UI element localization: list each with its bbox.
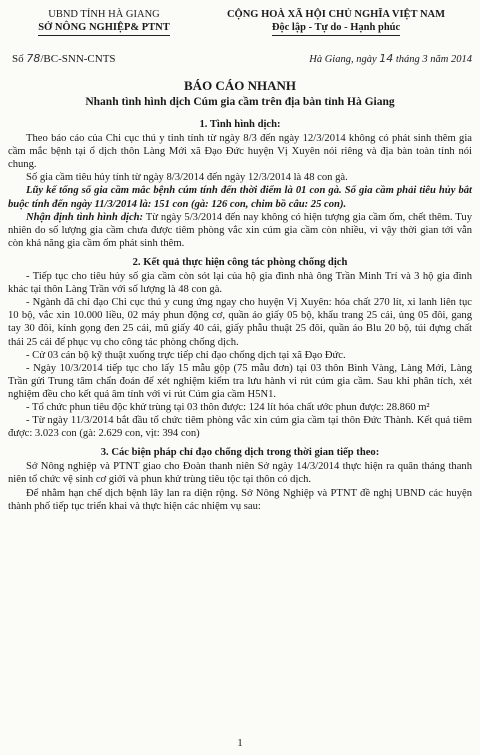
section-1-cumulative: Lũy kế tổng số gia cầm mắc bệnh cúm tính đến thời điểm là 01 con gà. Số gia cầm phải tiêu hủy bắt buộc tính đến ngày 11/3/2014 là: 151 con (gà: 126 con, chim bồ câu: 25 con). <box>8 185 472 210</box>
page-number: 1 <box>237 737 243 749</box>
section-3-paragraph: Sở Nông nghiệp và PTNT giao cho Đoàn thanh niên Sở ngày 14/3/2014 thực hiện ra quân tháng thanh niên tổ chức vệ sinh cơ giới và phun khử trùng tiêu tộc tại thôn có dịch. <box>8 461 472 486</box>
nation-name: CỘNG HOÀ XÃ HỘI CHỦ NGHĨA VIỆT NAM <box>226 9 446 20</box>
document-title: BÁO CÁO NHANH <box>184 78 296 93</box>
document-number: Số 78/BC-SNN-CNTS <box>12 52 116 65</box>
issue-date: Hà Giang, ngày 14 tháng 3 năm 2014 <box>309 52 472 65</box>
section-1-paragraph: Theo báo cáo của Chi cục thú y tỉnh tính từ ngày 8/3 đến ngày 12/3/2014 không có phát sinh thêm gia cầm mắc bệnh tại ổ dịch thôn Làng Mới xã Đạo Đức huyện Vị Xuyên nói riêng và địa bàn toàn tỉnh nói chung. <box>8 133 472 171</box>
national-motto <box>198 8 474 36</box>
section-2-item: - Ngành đã chỉ đạo Chi cục thú y cung ứng ngay cho huyện Vị Xuyên: hóa chất 270 lít, xi lanh liên tục 10 bộ, vắc xin 10.000 liều, 02 máy phun động cơ, quần áo giấy 05 bộ, khẩu trang 25 cái, ủng 05 đôi, gang tay 30 đôi, kính gọng đen 25 cái, mũ giấy 40 cái, giấy phẫu thuật 25 đôi, quần áo Blu 20 bộ, túi đựng chất thải 25 cái để phục vụ cho công tác phòng chống dịch. <box>8 297 472 348</box>
section-3-paragraph: Để nhằm hạn chế dịch bệnh lây lan ra diện rộng. Sở Nông Nghiệp và PTNT đề nghị UBND các huyện thành phố tiếp tục triển khai và thực hiện các nhiệm vụ sau: <box>8 487 472 512</box>
section-2-item: - Từ ngày 11/3/2014 bắt đầu tổ chức tiêm phòng vắc xin cúm gia cầm tại thôn Đức Thành. Kết quả tiêm được: 3.023 con (gà: 2.629 con, vịt: 394 con) <box>8 415 472 440</box>
document-subtitle: Nhanh tình hình dịch Cúm gia cầm trên địa bàn tỉnh Hà Giang <box>85 96 395 108</box>
report-body <box>8 116 472 513</box>
section-2-item: - Tiếp tục cho tiêu hủy số gia cầm còn sót lại của hộ gia đình nhà ông Trần Minh Trí và 3 hộ gia đình khác tại thôn Làng Trần với số lượng là 48 con gà. <box>8 271 472 296</box>
issuing-agency <box>14 8 194 36</box>
section-2-item: - Cử 03 cán bộ kỹ thuật xuống trực tiếp chỉ đạo chống dịch tại xã Đạo Đức. <box>26 349 346 361</box>
section-3-heading: 3. Các biện pháp chỉ đạo chống dịch trong thời gian tiếp theo: <box>100 447 380 459</box>
motto: Độc lập - Tự do - Hạnh phúc <box>272 21 400 36</box>
section-2-item: - Ngày 10/3/2014 tiếp tục cho lấy 15 mẫu gộp (75 mẫu đơn) tại 03 thôn Bình Vàng, Làng Mới, Làng Trần gửi Trung tâm chẩn đoán để xét nghiệm kiểm tra lưu hành vi rút cúm gia cầm. Sau khi phân tích, xét nghiệm đều cho kết quả âm tính với vi rút Cúm gia cầm H5N1. <box>8 362 472 400</box>
section-1-assessment: Nhận định tình hình dịch: Từ ngày 5/3/2014 đến nay không có hiện tượng gia cầm ốm, chết thêm. Tuy nhiên do số lượng gia cầm chưa được tiêm phòng vắc xin cúm gia cầm còn nhiều, vì vậy thời gian tới vẫn còn khả năng gia cầm ốm phát sinh thêm. <box>8 211 472 249</box>
handwritten-day: 14 <box>379 52 394 65</box>
section-2-item: - Tổ chức phun tiêu độc khử trùng tại 03 thôn được: 124 lít hóa chất ước phun được: 28.860 m² <box>26 401 430 413</box>
department-name: SỞ NÔNG NGHIỆP& PTNT <box>38 21 170 36</box>
province-committee: UBND TỈNH HÀ GIANG <box>48 9 160 20</box>
section-1-paragraph: Số gia cầm tiêu hủy tính từ ngày 8/3/2014 đến ngày 12/3/2014 là 48 con gà. <box>26 172 348 184</box>
section-2-heading: 2. Kết quả thực hiện công tác phòng chống dịch <box>132 256 348 268</box>
section-1-heading: 1. Tình hình dịch: <box>199 119 281 130</box>
handwritten-number: 78 <box>26 52 41 65</box>
